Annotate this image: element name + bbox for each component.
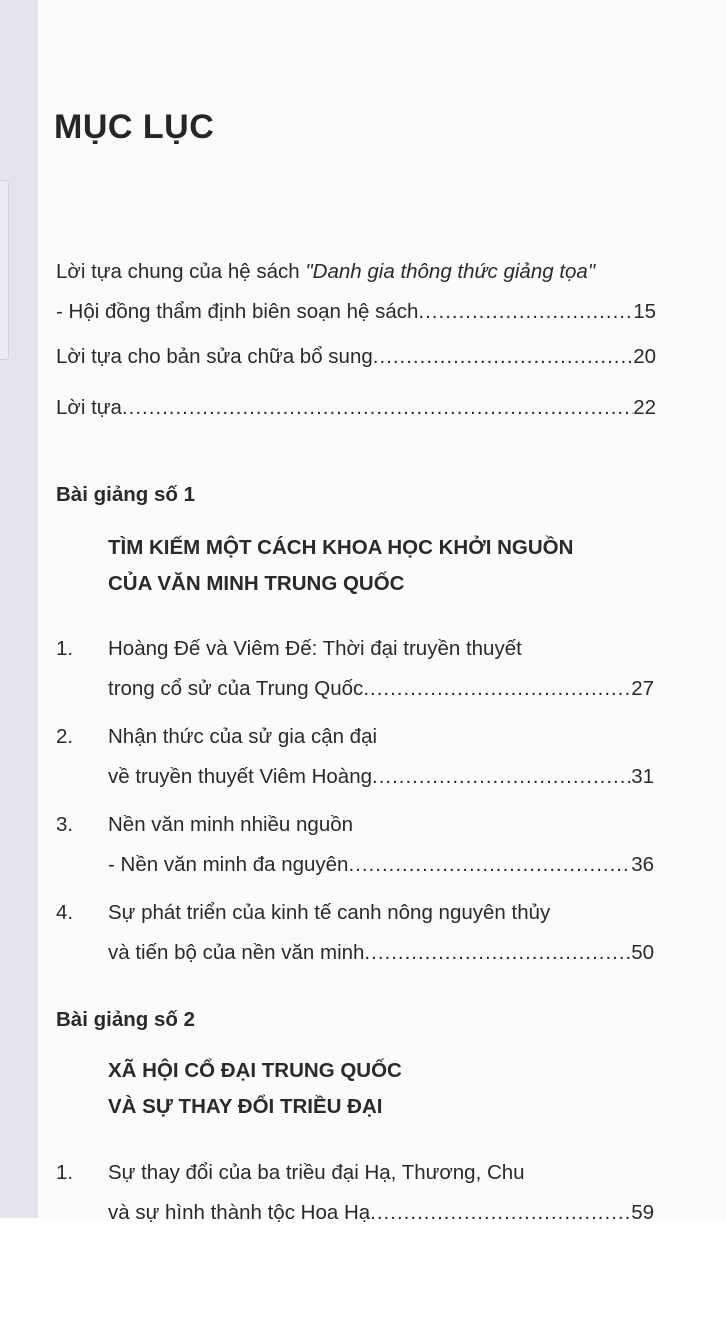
page-number: 50 [631, 941, 654, 964]
dot-leader [348, 845, 631, 885]
item-body [108, 717, 654, 797]
item-text: Nền văn minh nhiều nguồn [108, 813, 354, 836]
lecture-label: Bài giảng số 2 [56, 1008, 195, 1031]
item-text: - Nền văn minh đa nguyên [108, 853, 349, 876]
item-text: về truyền thuyết Viêm Hoàng [108, 765, 372, 788]
item-text: và tiến bộ của nền văn minh [108, 941, 365, 964]
page-number: 31 [631, 765, 654, 788]
item-body [108, 629, 654, 709]
dot-leader [122, 388, 633, 428]
entry-line [56, 388, 656, 428]
entry-line [56, 292, 656, 332]
entry-text: Lời tựa cho bản sửa chữa bổ sung [56, 345, 373, 368]
toc-item[interactable] [56, 893, 656, 973]
entry-text: - Hội đồng thẩm định biên soạn hệ sách [56, 300, 419, 323]
entry-text: Lời tựa [56, 396, 122, 419]
lecture-title [108, 530, 573, 602]
entry-line [56, 252, 656, 292]
dot-leader [370, 1193, 631, 1233]
page-number: 27 [631, 677, 654, 700]
lecture-title [108, 1053, 402, 1125]
item-text: Sự thay đổi của ba triều đại Hạ, Thương, Chu [108, 1161, 525, 1184]
dot-leader [372, 757, 631, 797]
toc-item[interactable] [56, 717, 656, 797]
item-number: 3. [56, 813, 74, 836]
toc-item[interactable] [56, 1153, 656, 1233]
item-body [108, 1153, 654, 1233]
item-line [108, 1193, 654, 1233]
lecture-label: Bài giảng số 1 [56, 483, 195, 506]
item-text: trong cổ sử của Trung Quốc [108, 677, 364, 700]
toc-entry-revised-preface[interactable] [56, 337, 656, 377]
item-line [108, 845, 654, 885]
page-number: 20 [633, 345, 656, 368]
item-line [108, 669, 654, 709]
series-name: "Danh gia thông thức giảng tọa" [305, 260, 596, 283]
item-number: 2. [56, 725, 74, 748]
item-body [108, 805, 654, 885]
item-body [108, 893, 654, 973]
item-number: 4. [56, 901, 74, 924]
lecture-title-line: VÀ SỰ THAY ĐỔI TRIỀU ĐẠI [108, 1095, 383, 1118]
item-line [108, 757, 654, 797]
item-text: Nhận thức của sử gia cận đại [108, 725, 378, 748]
book-page [38, 0, 726, 1218]
page-number: 36 [631, 853, 654, 876]
page-number: 15 [633, 300, 656, 323]
dot-leader [418, 292, 633, 332]
item-text: Sự phát triển của kinh tế canh nông nguyên thủy [108, 901, 551, 924]
dot-leader [363, 669, 631, 709]
toc-item[interactable] [56, 805, 656, 885]
entry-text: Lời tựa chung của hệ sách [56, 260, 306, 283]
item-text: và sự hình thành tộc Hoa Hạ [108, 1201, 371, 1224]
scroll-handle[interactable] [0, 180, 9, 360]
item-number: 1. [56, 637, 74, 660]
item-line [108, 933, 654, 973]
lecture-title-line: XÃ HỘI CỔ ĐẠI TRUNG QUỐC [108, 1059, 402, 1082]
blank-bottom-area [0, 1218, 726, 1334]
lecture-title-line: TÌM KIẾM MỘT CÁCH KHOA HỌC KHỞI NGUỒN [108, 536, 574, 559]
page-number: 59 [631, 1201, 654, 1224]
dot-leader [364, 933, 631, 973]
dot-leader [373, 337, 633, 377]
toc-item[interactable] [56, 629, 656, 709]
entry-line [56, 337, 656, 377]
item-text: Hoàng Đế và Viêm Đế: Thời đại truyền thuyết [108, 637, 522, 660]
lecture-title-line: CỦA VĂN MINH TRUNG QUỐC [108, 572, 405, 595]
page-number: 22 [633, 396, 656, 419]
item-number: 1. [56, 1161, 74, 1184]
page-title: MỤC LỤC [54, 108, 215, 146]
toc-entry-preface[interactable] [56, 388, 656, 428]
toc-entry-general-preface[interactable] [56, 252, 656, 332]
